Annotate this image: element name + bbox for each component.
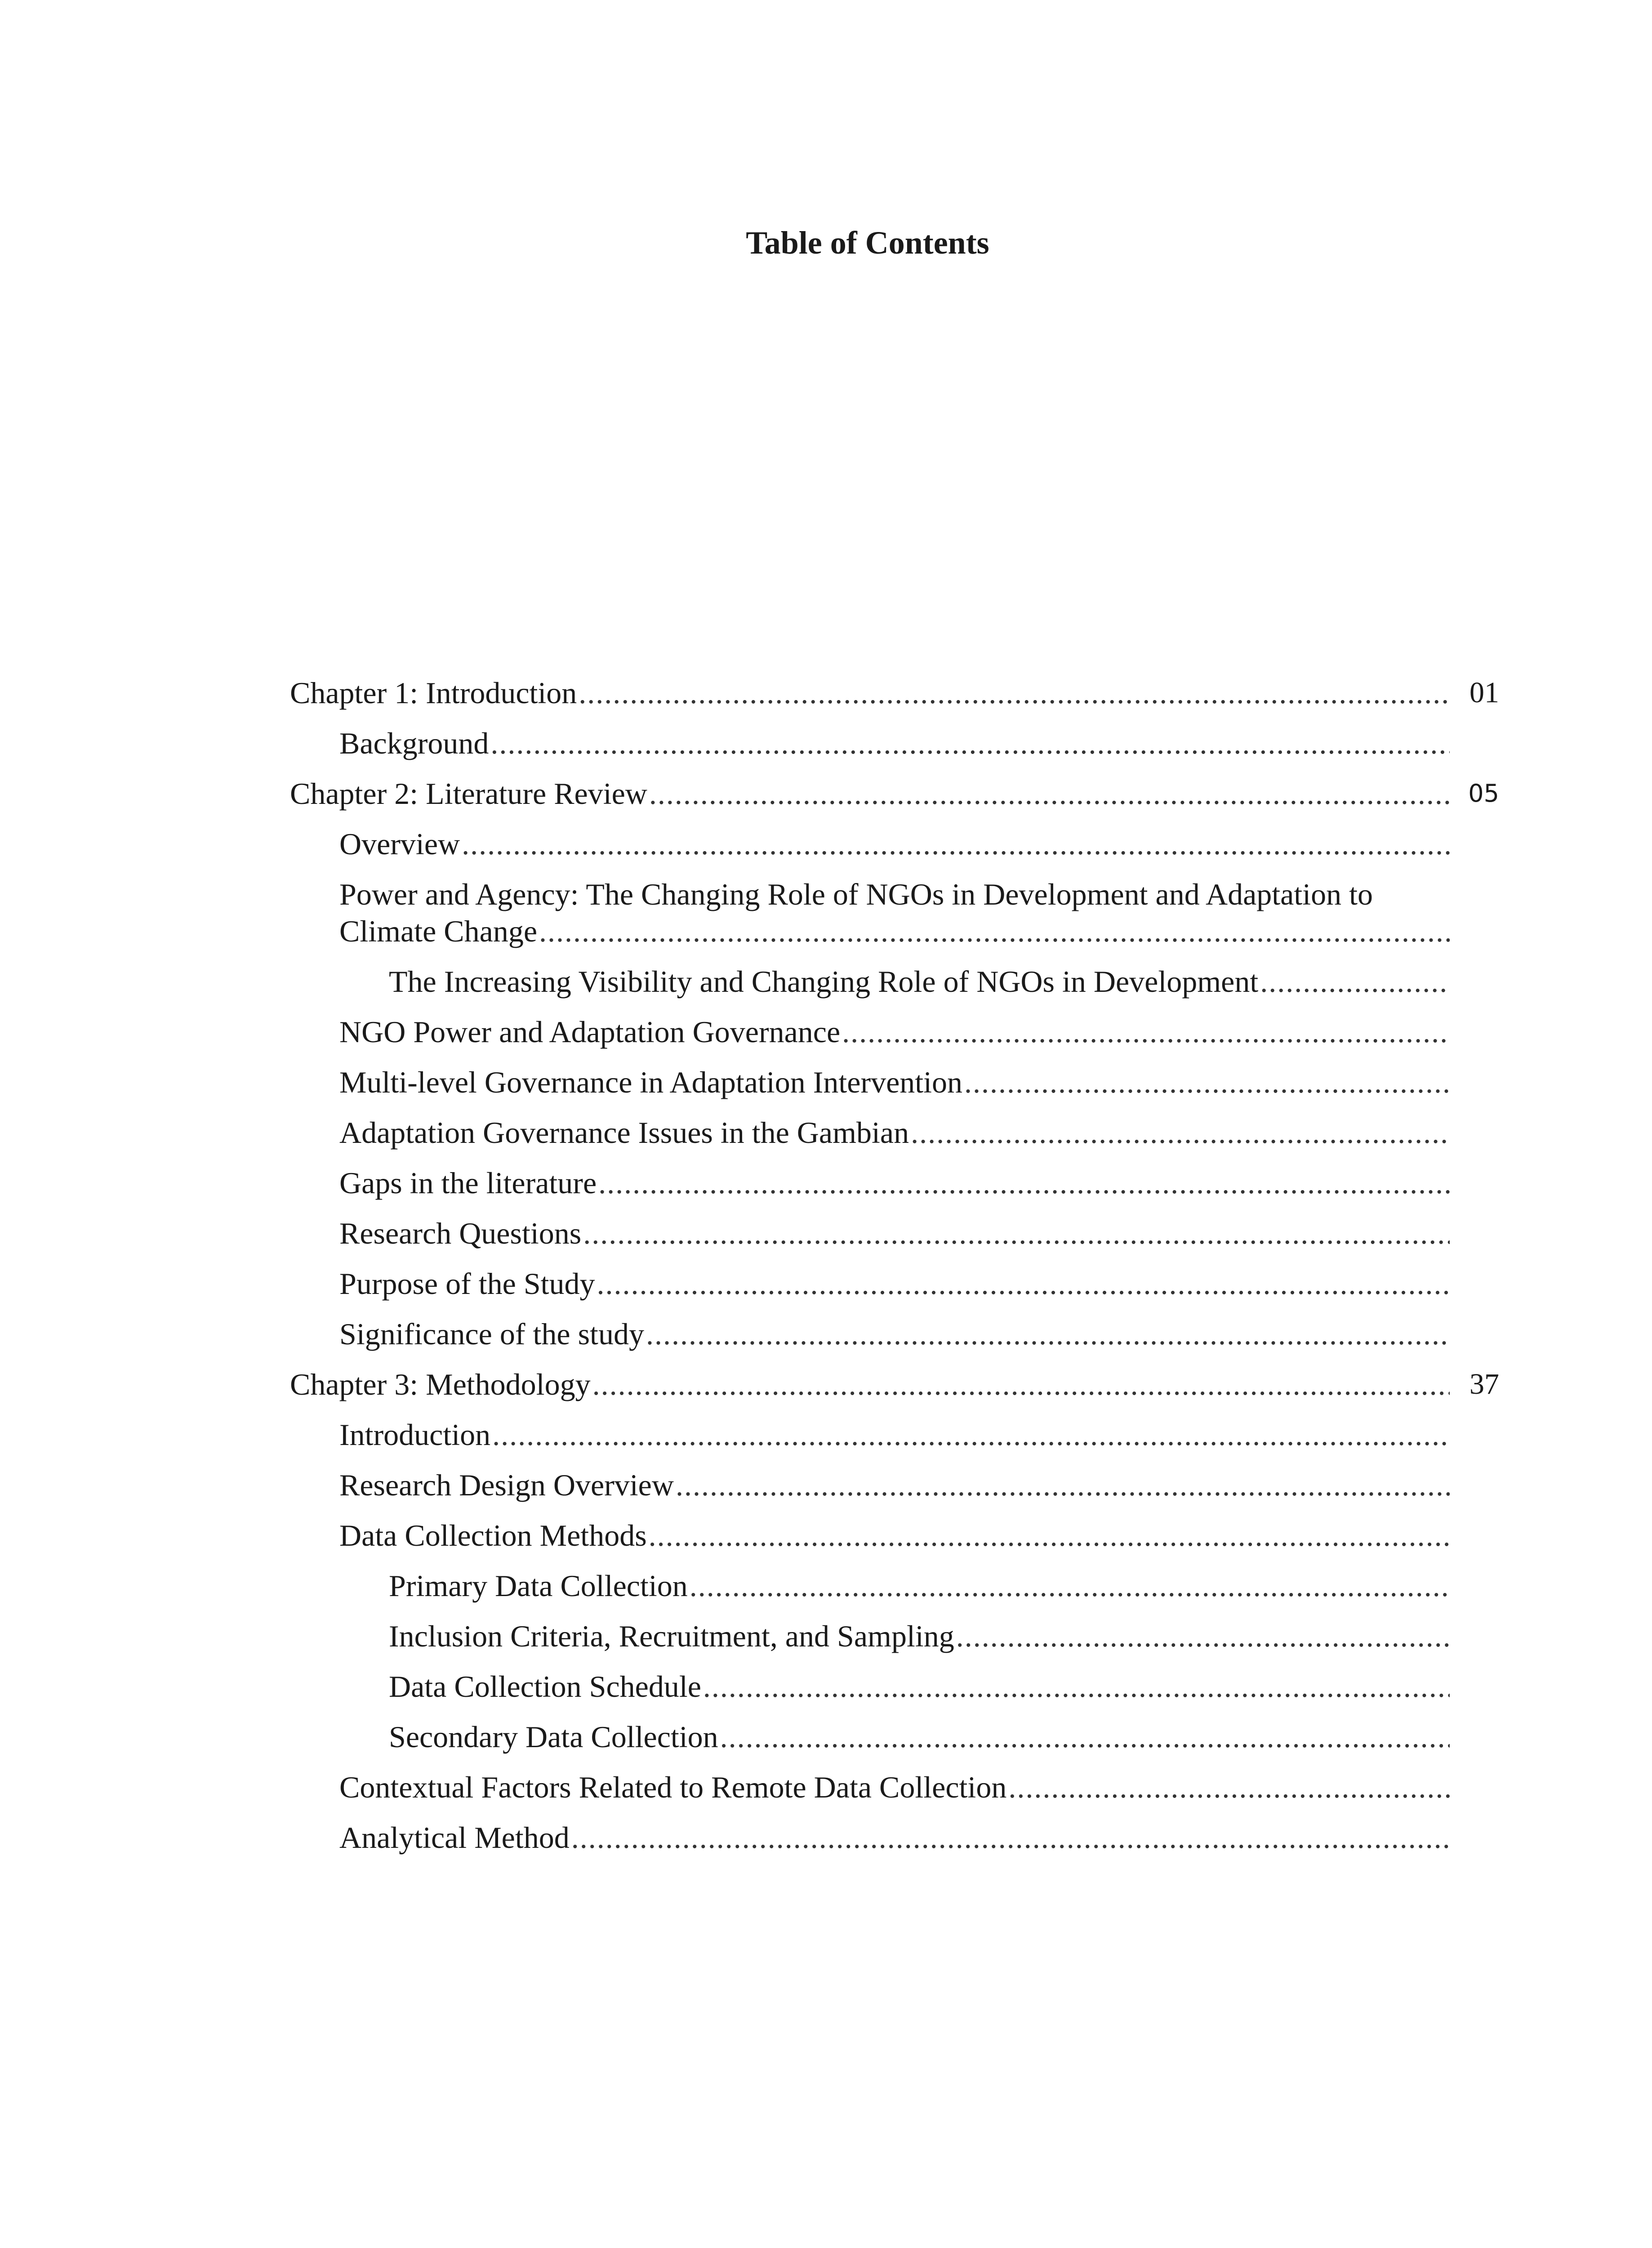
toc-entry[interactable] [290,1366,1499,1403]
toc-entry-text: Research Questions [339,1216,582,1250]
toc-entry[interactable] [290,775,1499,812]
toc-entry-text: Research Design Overview [339,1468,674,1502]
dot-leader [956,1618,1450,1655]
toc-entry[interactable] [290,1769,1450,1806]
toc-entry-text: Multi-level Governance in Adaptation Intervention [339,1065,963,1099]
toc-entry[interactable] [290,1265,1450,1302]
toc-entry-text: Primary Data Collection [389,1569,688,1603]
dot-leader [842,1013,1450,1050]
dot-leader [676,1467,1450,1503]
toc-entry[interactable] [290,1668,1450,1705]
toc-entry[interactable] [290,1467,1450,1503]
dot-leader [911,1114,1450,1151]
toc-entry[interactable] [290,1316,1450,1352]
toc-entry[interactable] [290,1215,1450,1252]
dot-leader [646,1316,1450,1352]
toc-entry[interactable] [290,1164,1450,1201]
toc-entry-text: Data Collection Methods [339,1518,647,1552]
toc-entry-text-continued: Climate Change [339,914,538,948]
dot-leader [597,1265,1450,1302]
toc-entry-text: Analytical Method [339,1820,570,1855]
toc-entry-text: Background [339,726,489,760]
toc-entry-text: Inclusion Criteria, Recruitment, and Sampling [389,1619,954,1653]
toc-entry-text: Gaps in the literature [339,1166,597,1200]
toc-entry[interactable] [290,825,1450,862]
page-title: Table of Contents [746,225,989,261]
toc-entry-text: Introduction [339,1418,491,1452]
dot-leader [579,674,1450,711]
toc-list [290,674,1499,1869]
toc-entry-text: Chapter 2: Literature Review [290,776,647,811]
dot-leader [571,1819,1450,1856]
dot-leader [649,1517,1450,1554]
toc-entry[interactable] [290,963,1450,1000]
toc-entry[interactable] [290,1114,1450,1151]
toc-entry[interactable] [290,1819,1450,1856]
toc-entry[interactable] [290,1013,1450,1050]
toc-entry-text: Chapter 3: Methodology [290,1367,591,1401]
dot-leader [492,1416,1450,1453]
dot-leader [598,1164,1450,1201]
dot-leader [490,725,1450,762]
toc-entry[interactable] [290,674,1499,711]
toc-entry[interactable] [290,1416,1450,1453]
dot-leader [703,1668,1450,1705]
dot-leader [720,1718,1450,1755]
toc-entry[interactable] [290,876,1450,950]
dot-leader [583,1215,1450,1252]
dot-leader [539,913,1450,950]
toc-entry-text: Significance of the study [339,1317,644,1351]
dot-leader [690,1567,1450,1604]
toc-page-number: 01 [1469,676,1499,709]
toc-entry-text: The Increasing Visibility and Changing Role of NGOs in Development [389,964,1259,999]
toc-entry[interactable] [290,1618,1450,1655]
toc-entry[interactable] [290,1718,1450,1755]
toc-entry[interactable] [290,1517,1450,1554]
toc-entry-text: Overview [339,827,460,861]
toc-entry[interactable] [290,1064,1450,1101]
dot-leader [462,825,1450,862]
toc-entry[interactable] [290,1567,1450,1604]
toc-page-number: 05 [1468,779,1499,807]
toc-entry[interactable] [290,725,1450,762]
toc-entry-text: Secondary Data Collection [389,1720,718,1754]
dot-leader [964,1064,1450,1101]
toc-entry-text: Chapter 1: Introduction [290,676,577,710]
toc-page-number: 37 [1469,1368,1499,1401]
dot-leader [592,1366,1450,1403]
dot-leader [649,775,1450,812]
toc-entry-text: Power and Agency: The Changing Role of NGOs in Development and Adaptation to [339,877,1373,911]
toc-entry-text: Purpose of the Study [339,1267,595,1301]
toc-entry-text: Data Collection Schedule [389,1669,701,1704]
toc-entry-text: NGO Power and Adaptation Governance [339,1015,841,1049]
toc-entry-text: Adaptation Governance Issues in the Gambian [339,1115,909,1150]
toc-entry-text: Contextual Factors Related to Remote Data Collection [339,1770,1007,1804]
dot-leader [1008,1769,1450,1806]
dot-leader [1260,963,1450,1000]
